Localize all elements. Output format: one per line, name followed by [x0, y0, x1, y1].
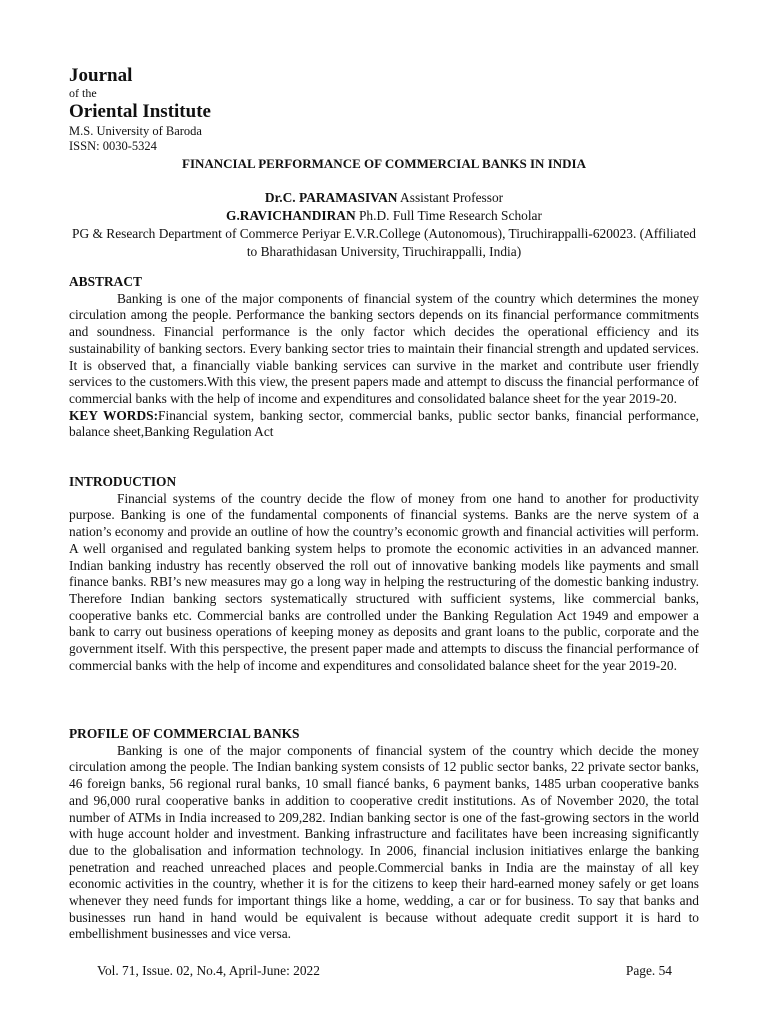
- keywords-text: Financial system, banking sector, commercial banks, public sector banks, financial performance, balance sheet,Banking Regulation Act: [69, 407, 699, 440]
- introduction-text: Financial systems of the country decide the flow of money from one hand to another for productivity purpose. Banking is one of the fundamental components of financial systems. Banks are the nerve system of a nation’s economy and provide an outline of how the country’s economic growth and financial activities will perform. A well organised and regulated banking system helps to promote the economic activities in an advanced manner. Indian banking industry has recently observed the roll out of innovative banking models like payments and small finance banks. RBI’s new measures may go a long way in helping the restructuring of the domestic banking industry. Therefore Indian banking sectors systematically structured with sufficient systems, like commercial banks, cooperative banks etc. Commercial banks are controlled under the Banking Regulation Act 1949 and empower a bank to carry out business operations of keeping money as deposits and grant loans to the public, corporate and the government itself. With this perspective, the present paper made and attempts to discuss the financial performance of commercial banks with the help of income and expenditures and consolidated balance sheet for the year 2019-20.: [69, 490, 699, 673]
- introduction-section: [69, 474, 699, 674]
- author-2-role: Ph.D. Full Time Research Scholar: [355, 208, 542, 223]
- abstract-heading: ABSTRACT: [69, 274, 142, 289]
- author-block: [69, 189, 699, 261]
- journal-name: Oriental Institute: [69, 101, 211, 122]
- journal-header: [69, 66, 211, 154]
- journal-university: M.S. University of Baroda: [69, 124, 202, 138]
- profile-text: Banking is one of the major components of financial system of the country which decide the money circulation among the people. The Indian banking system consists of 12 public sector banks, 22 private sector banks, 46 foreign banks, 56 regional rural banks, 10 small fiancé banks, 6 payment banks, 1485 urban cooperative banks and 96,000 rural cooperative banks in addition to cooperative credit institutions. As of November 2020, the total number of ATMs in India increased to 209,282. Indian banking sector is one of the fast-growing sectors in the world with huge account holder and investment. Banking infrastructure and facilitates have been increasing significantly due to the globalisation and information technology. In 2006, financial inclusion initiatives enlarge the banking penetration and reached unreached places and people.Commercial banks in India are the mainstay of all key economic activities in the country, whether it is for the citizens to keep their hard-earned money safely or get loans whenever they need funds for important things like a home, wedding, a car or for business. To say that banks and businesses run hand in hand would be equivalent is because without adequate credit support it is hard to embellishment businesses and vice versa.: [69, 742, 699, 942]
- journal-of-the: of the: [69, 86, 97, 100]
- introduction-heading: INTRODUCTION: [69, 474, 177, 489]
- page-footer: [97, 963, 672, 979]
- footer-volume: Vol. 71, Issue. 02, No.4, April-June: 2022: [97, 963, 320, 978]
- author-1-name: Dr.C. PARAMASIVAN: [264, 190, 398, 205]
- profile-section: [69, 726, 699, 943]
- author-2-name: G.RAVICHANDIRAN: [226, 208, 356, 223]
- author-1-role: Assistant Professor: [397, 190, 504, 205]
- abstract-section: [69, 274, 699, 441]
- author-1: [69, 189, 699, 207]
- profile-heading: PROFILE OF COMMERCIAL BANKS: [69, 726, 300, 741]
- keywords-line: [69, 408, 699, 441]
- journal-title: Journal: [69, 65, 133, 86]
- affiliation: PG & Research Department of Commerce Periyar E.V.R.College (Autonomous), Tiruchirappalli-620023. (Affiliated to Bharathidasan University, Tiruchirappalli, India): [72, 226, 696, 259]
- keywords-label: KEY WORDS:: [69, 407, 159, 423]
- footer-page-number: Page. 54: [625, 963, 672, 978]
- abstract-text: Banking is one of the major components of financial system of the country which determines the money circulation among the people. Performance the banking sectors depends on its financial performance commitments and soundness. Financial performance is the only factor which decides the operational efficiency and its sustainability of banking sectors. Every banking sector tries to maintain their financial strength and updated services. It is observed that, a financially viable banking services can survive in the market and contribute user friendly services to the customers.With this view, the present papers made and attempt to discuss the financial performance of commercial banks with the help of income and expenditures and consolidated balance sheet for the year 2019-20.: [69, 290, 699, 406]
- journal-issn: ISSN: 0030-5324: [69, 139, 157, 153]
- paper-title: FINANCIAL PERFORMANCE OF COMMERCIAL BANKS IN INDIA: [182, 156, 586, 171]
- author-2: [69, 207, 699, 225]
